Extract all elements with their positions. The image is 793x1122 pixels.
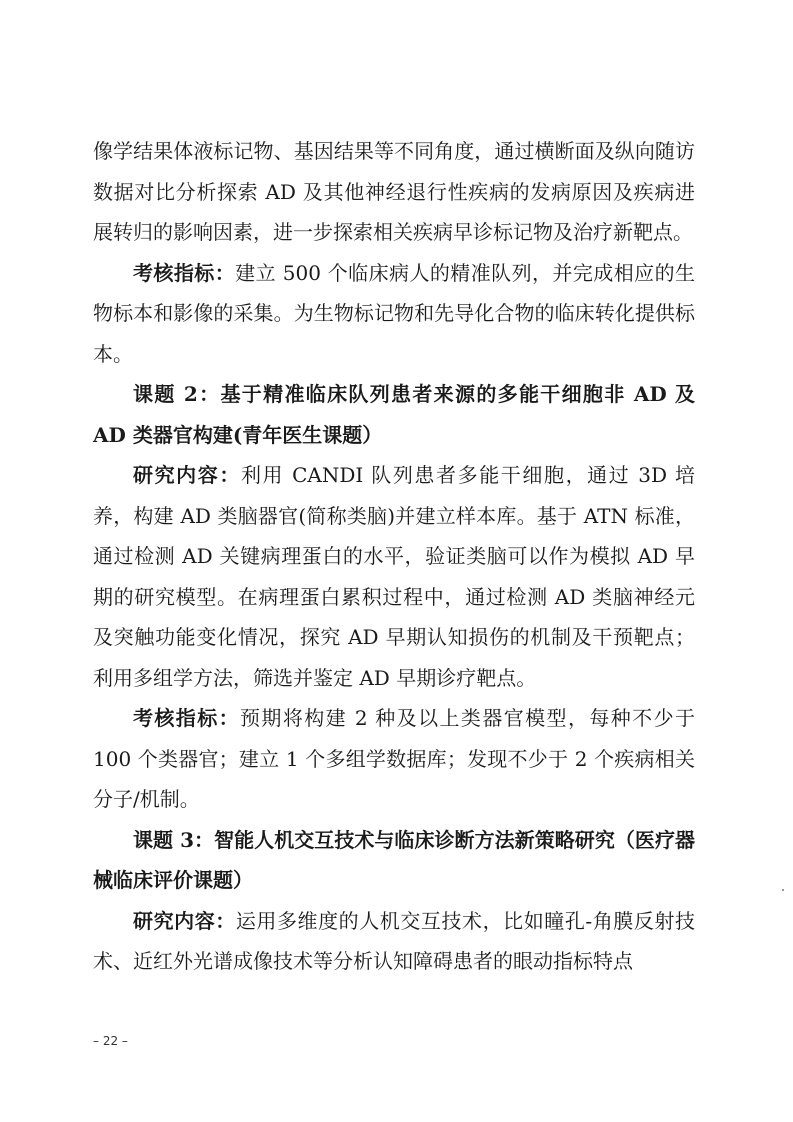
paragraph-2-lead: 考核指标： <box>133 260 236 285</box>
paragraph-3-lead: 课题 2：基于精准临床队列患者来源的多能干细胞非 AD 及 AD 类器官构建(青年医生课题） <box>93 382 695 447</box>
paragraph-7 <box>93 901 695 982</box>
paragraph-7-lead: 研究内容： <box>133 908 236 933</box>
paragraph-6-lead: 课题 3：智能人机交互技术与临床诊断方法新策略研究（医疗器械临床评价课题） <box>93 827 695 892</box>
paragraph-3-heading <box>93 374 695 455</box>
page-number: – 22 – <box>93 1034 128 1048</box>
paragraph-4 <box>93 455 695 698</box>
paragraph-2-body: 建立 500 个临床病人的精准队列，并完成相应的生物标本和影像的采集。为生物标记物和先导化合物的临床转化提供标本。 <box>93 260 696 366</box>
paragraph-4-body: 利用 CANDI 队列患者多能干细胞，通过 3D 培养，构建 AD 类脑器官(简称类脑)并建立样本库。基于 ATN 标准，通过检测 AD 关键病理蛋白的水平，验证类脑可以作为模拟 AD 早期的研究模型。在病理蛋白累积过程中，通过检测 AD 类脑神经元及突触功能变化情况，探究 AD 早期认知损伤的机制及干预靶点；利用多组学方法，筛选并鉴定 AD 早期诊疗靶点。 <box>93 463 696 690</box>
paragraph-5-body: 预期将构建 2 种及以上类器官模型，每种不少于 100 个类器官；建立 1 个多组学数据库；发现不少于 2 个疾病相关分子/机制。 <box>93 706 695 811</box>
paragraph-5-lead: 考核指标： <box>133 706 241 730</box>
paragraph-5 <box>93 698 695 820</box>
edge-mark <box>782 889 784 891</box>
paragraph-4-lead: 研究内容： <box>133 463 241 487</box>
paragraph-6-heading <box>93 820 695 901</box>
paragraph-1-body: 像学结果体液标记物、基因结果等不同角度，通过横断面及纵向随访数据对比分析探索 AD 及其他神经退行性疾病的发病原因及疾病进展转归的影响因素，进一步探索相关疾病早诊标记物及治疗新靶点。 <box>93 139 695 244</box>
paragraph-1 <box>93 131 695 253</box>
paragraph-7-body: 运用多维度的人机交互技术，比如瞳孔-角膜反射技术、近红外光谱成像技术等分析认知障碍患者的眼动指标特点 <box>93 908 695 973</box>
body-text <box>93 131 695 982</box>
paragraph-2 <box>93 253 695 375</box>
